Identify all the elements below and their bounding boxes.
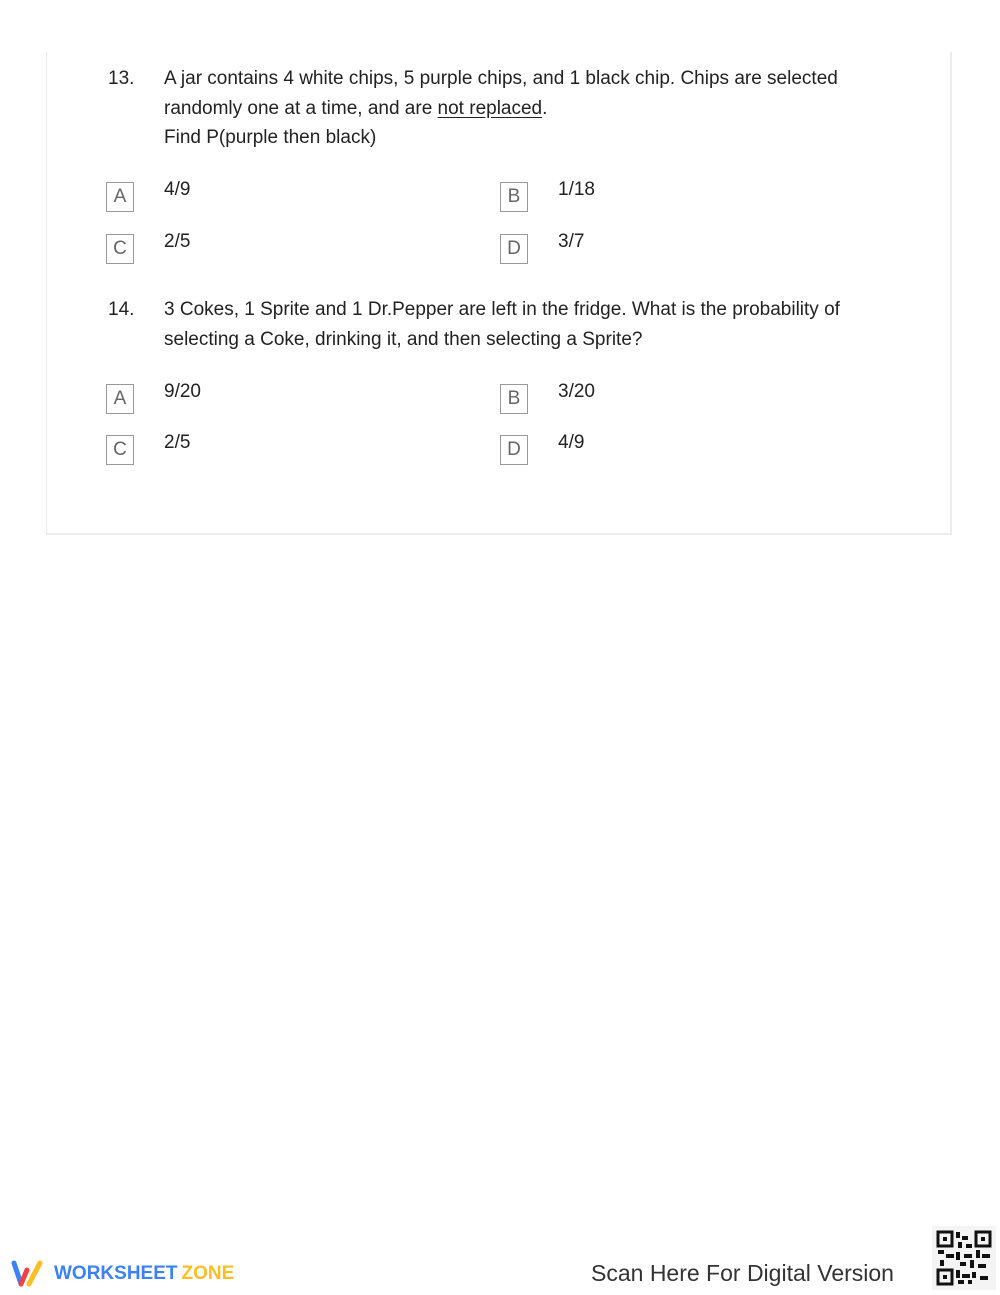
question-text: A jar contains 4 white chips, 5 purple chips, and 1 black chip. Chips are selected randomly one at a time, and are not replaced. Find P(purple then black) (164, 68, 838, 148)
option-letter-box[interactable]: A (106, 182, 134, 212)
option-letter-box[interactable]: D (500, 234, 528, 264)
brand-name-part1: WORKSHEET (54, 1263, 178, 1284)
option-value: 1/18 (558, 179, 595, 200)
option-letter-box[interactable]: A (106, 384, 134, 414)
worksheet-zone-logo (10, 1258, 234, 1290)
option-value: 4/9 (558, 432, 585, 453)
option-letter-box[interactable]: D (500, 435, 528, 465)
option-letter-box[interactable]: B (500, 384, 528, 414)
scan-text: Scan Here For Digital Version (591, 1260, 894, 1286)
question-number: 13. (108, 68, 135, 89)
option-value: 2/5 (164, 231, 191, 252)
logo-w-icon (10, 1259, 46, 1289)
question-number: 14. (108, 299, 135, 320)
option-value: 3/20 (558, 381, 595, 402)
option-value: 4/9 (164, 179, 191, 200)
option-letter-box[interactable]: C (106, 435, 134, 465)
option-value: 2/5 (164, 432, 191, 453)
qr-code-icon[interactable] (932, 1226, 996, 1290)
brand-name-part2: ZONE (181, 1263, 235, 1284)
option-value: 3/7 (558, 231, 585, 252)
option-letter-box[interactable]: C (106, 234, 134, 264)
option-letter-box[interactable]: B (500, 182, 528, 212)
question-text: 3 Cokes, 1 Sprite and 1 Dr.Pepper are left in the fridge. What is the probability of selecting a Coke, drinking it, and then selecting a Sprite? (164, 299, 840, 350)
underlined-text: not replaced (437, 97, 543, 119)
option-value: 9/20 (164, 381, 201, 402)
